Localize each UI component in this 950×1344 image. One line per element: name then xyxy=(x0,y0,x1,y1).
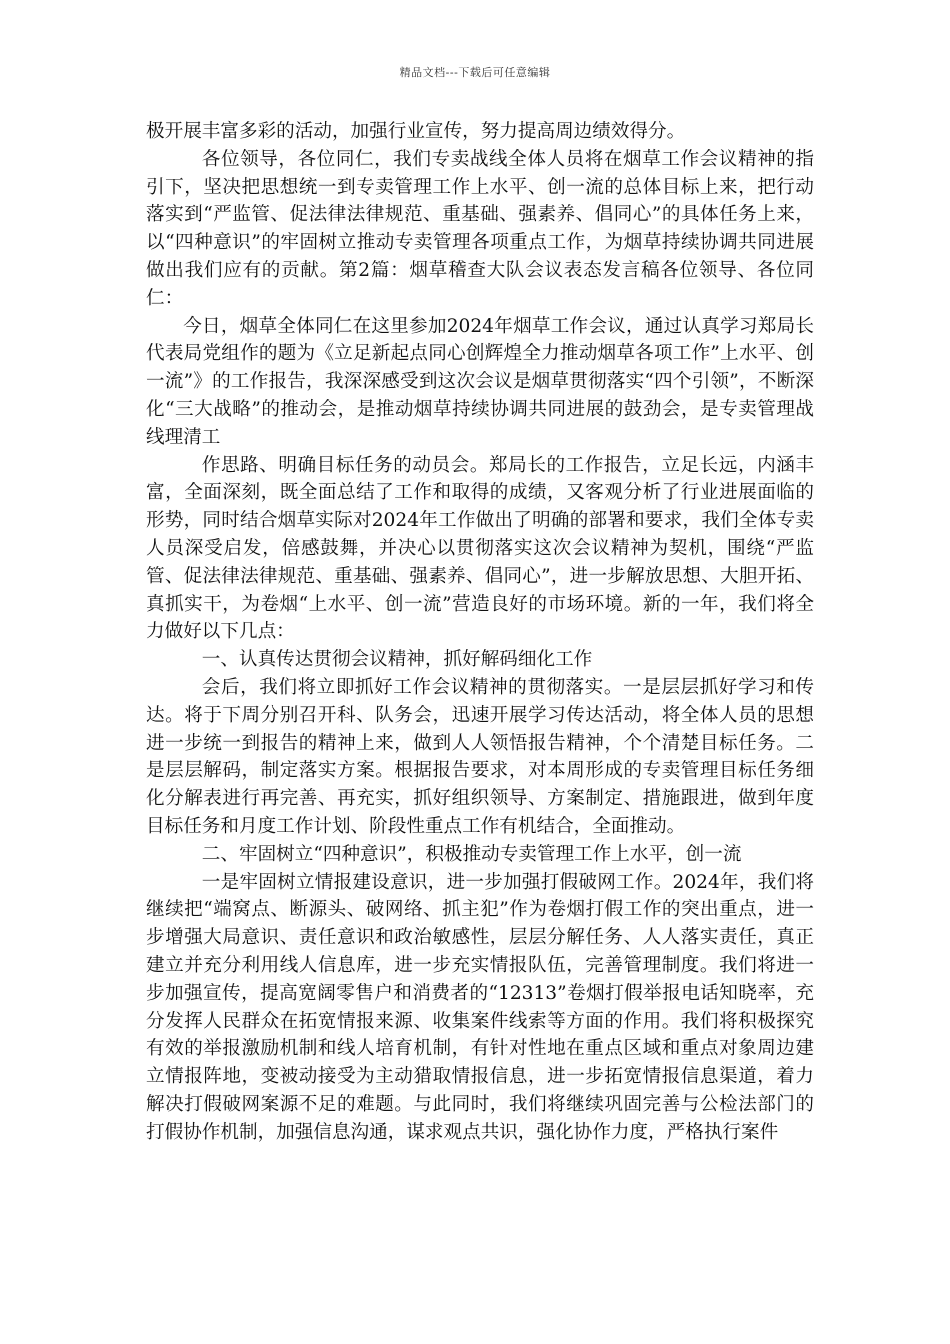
section-heading-two: 二、牢固树立“四种意识”，积极推动专卖管理工作上水平，创一流 xyxy=(201,843,742,865)
paragraph-continuation: 极开展丰富多彩的活动，加强行业宣传，努力提高周边绩效得分。 xyxy=(146,121,686,142)
paragraph-meeting-intro: 今日，烟草全体同仁在这里参加2024年烟草工作会议，通过认真学习郑局长代表局党组作的题为《立足新起点同心创辉煌全力推动烟草各项工作”上水平、创一流”》的工作报告，我深深感受到这次会议是烟草贯彻落实“四个引领”，不断深化“三大战略”的推动会，是推动烟草持续协调共同进展的鼓劲会，是专卖管理战线理清工 xyxy=(146,315,814,448)
paragraph-report-summary: 作思路、明确目标任务的动员会。郑局长的工作报告，立足长远，内涵丰富，全面深刻，既全面总结了工作和取得的成绩，又客观分析了行业进展面临的形势，同时结合烟草实际对2024年工作做出了明确的部署和要求，我们全体专卖人员深受启发，倍感鼓舞，并决心以贯彻落实这次会议精神为契机，围绕“严监管、促法律法律规范、重基础、强素养、倡同心”，进一步解放思想、大胆开拓、真抓实干，为卷烟“上水平、创一流”营造良好的市场环境。新的一年，我们将全力做好以下几点： xyxy=(146,454,814,643)
paragraph-implementation: 会后，我们将立即抓好工作会议精神的贯彻落实。一是层层抓好学习和传达。将于下周分别召开科、队务会，迅速开展学习传达活动，将全体人员的思想进一步统一到报告的精神上来，做到人人领悟报告精神，个个清楚目标任务。二是层层解码，制定落实方案。根据报告要求，对本周形成的专卖管理目标任务细化分解表进行再完善、再充实，抓好组织领导、方案制定、措施跟进，做到年度目标任务和月度工作计划、阶段性重点工作有机结合，全面推动。 xyxy=(146,676,814,837)
paragraph-intelligence: 一是牢固树立情报建设意识，进一步加强打假破网工作。2024年，我们将继续把“端窝点、断源头、破网络、抓主犯”作为卷烟打假工作的突出重点，进一步增强大局意识、责任意识和政治敏感性，层层分解任务、人人落实责任，真正建立并充分利用线人信息库，进一步充实情报队伍，完善管理制度。我们将进一步加强宣传，提高宽阔零售户和消费者的“12313”卷烟打假举报电话知晓率，充分发挥人民群众在拓宽情报来源、收集案件线索等方面的作用。我们将积极探究有效的举报激励机制和线人培育机制，有针对性地在重点区域和重点对象周边建立情报阵地，变被动接受为主动猎取情报信息，进一步拓宽情报信息渠道，着力解决打假破网案源不足的难题。与此同时，我们将继续巩固完善与公检法部门的打假协作机制，加强信息沟通，谋求观点共识，强化协作力度，严格执行案件 xyxy=(146,871,814,1143)
page-header: 精品文档---下载后可任意编辑 xyxy=(399,66,551,79)
paragraph-closing-remarks: 各位领导，各位同仁，我们专卖战线全体人员将在烟草工作会议精神的指引下，坚决把思想统一到专卖管理工作上水平、创一流的总体目标上来，把行动落实到“严监管、促法律法律规范、重基础、强素养、倡同心”的具体任务上来，以“四种意识”的牢固树立推动专卖管理各项重点工作，为烟草持续协调共同进展做出我们应有的贡献。第2篇：烟草稽查大队会议表态发言稿各位领导、各位同仁： xyxy=(146,148,814,309)
section-heading-one: 一、认真传达贯彻会议精神，抓好解码细化工作 xyxy=(201,649,593,671)
document-body xyxy=(146,118,814,1146)
